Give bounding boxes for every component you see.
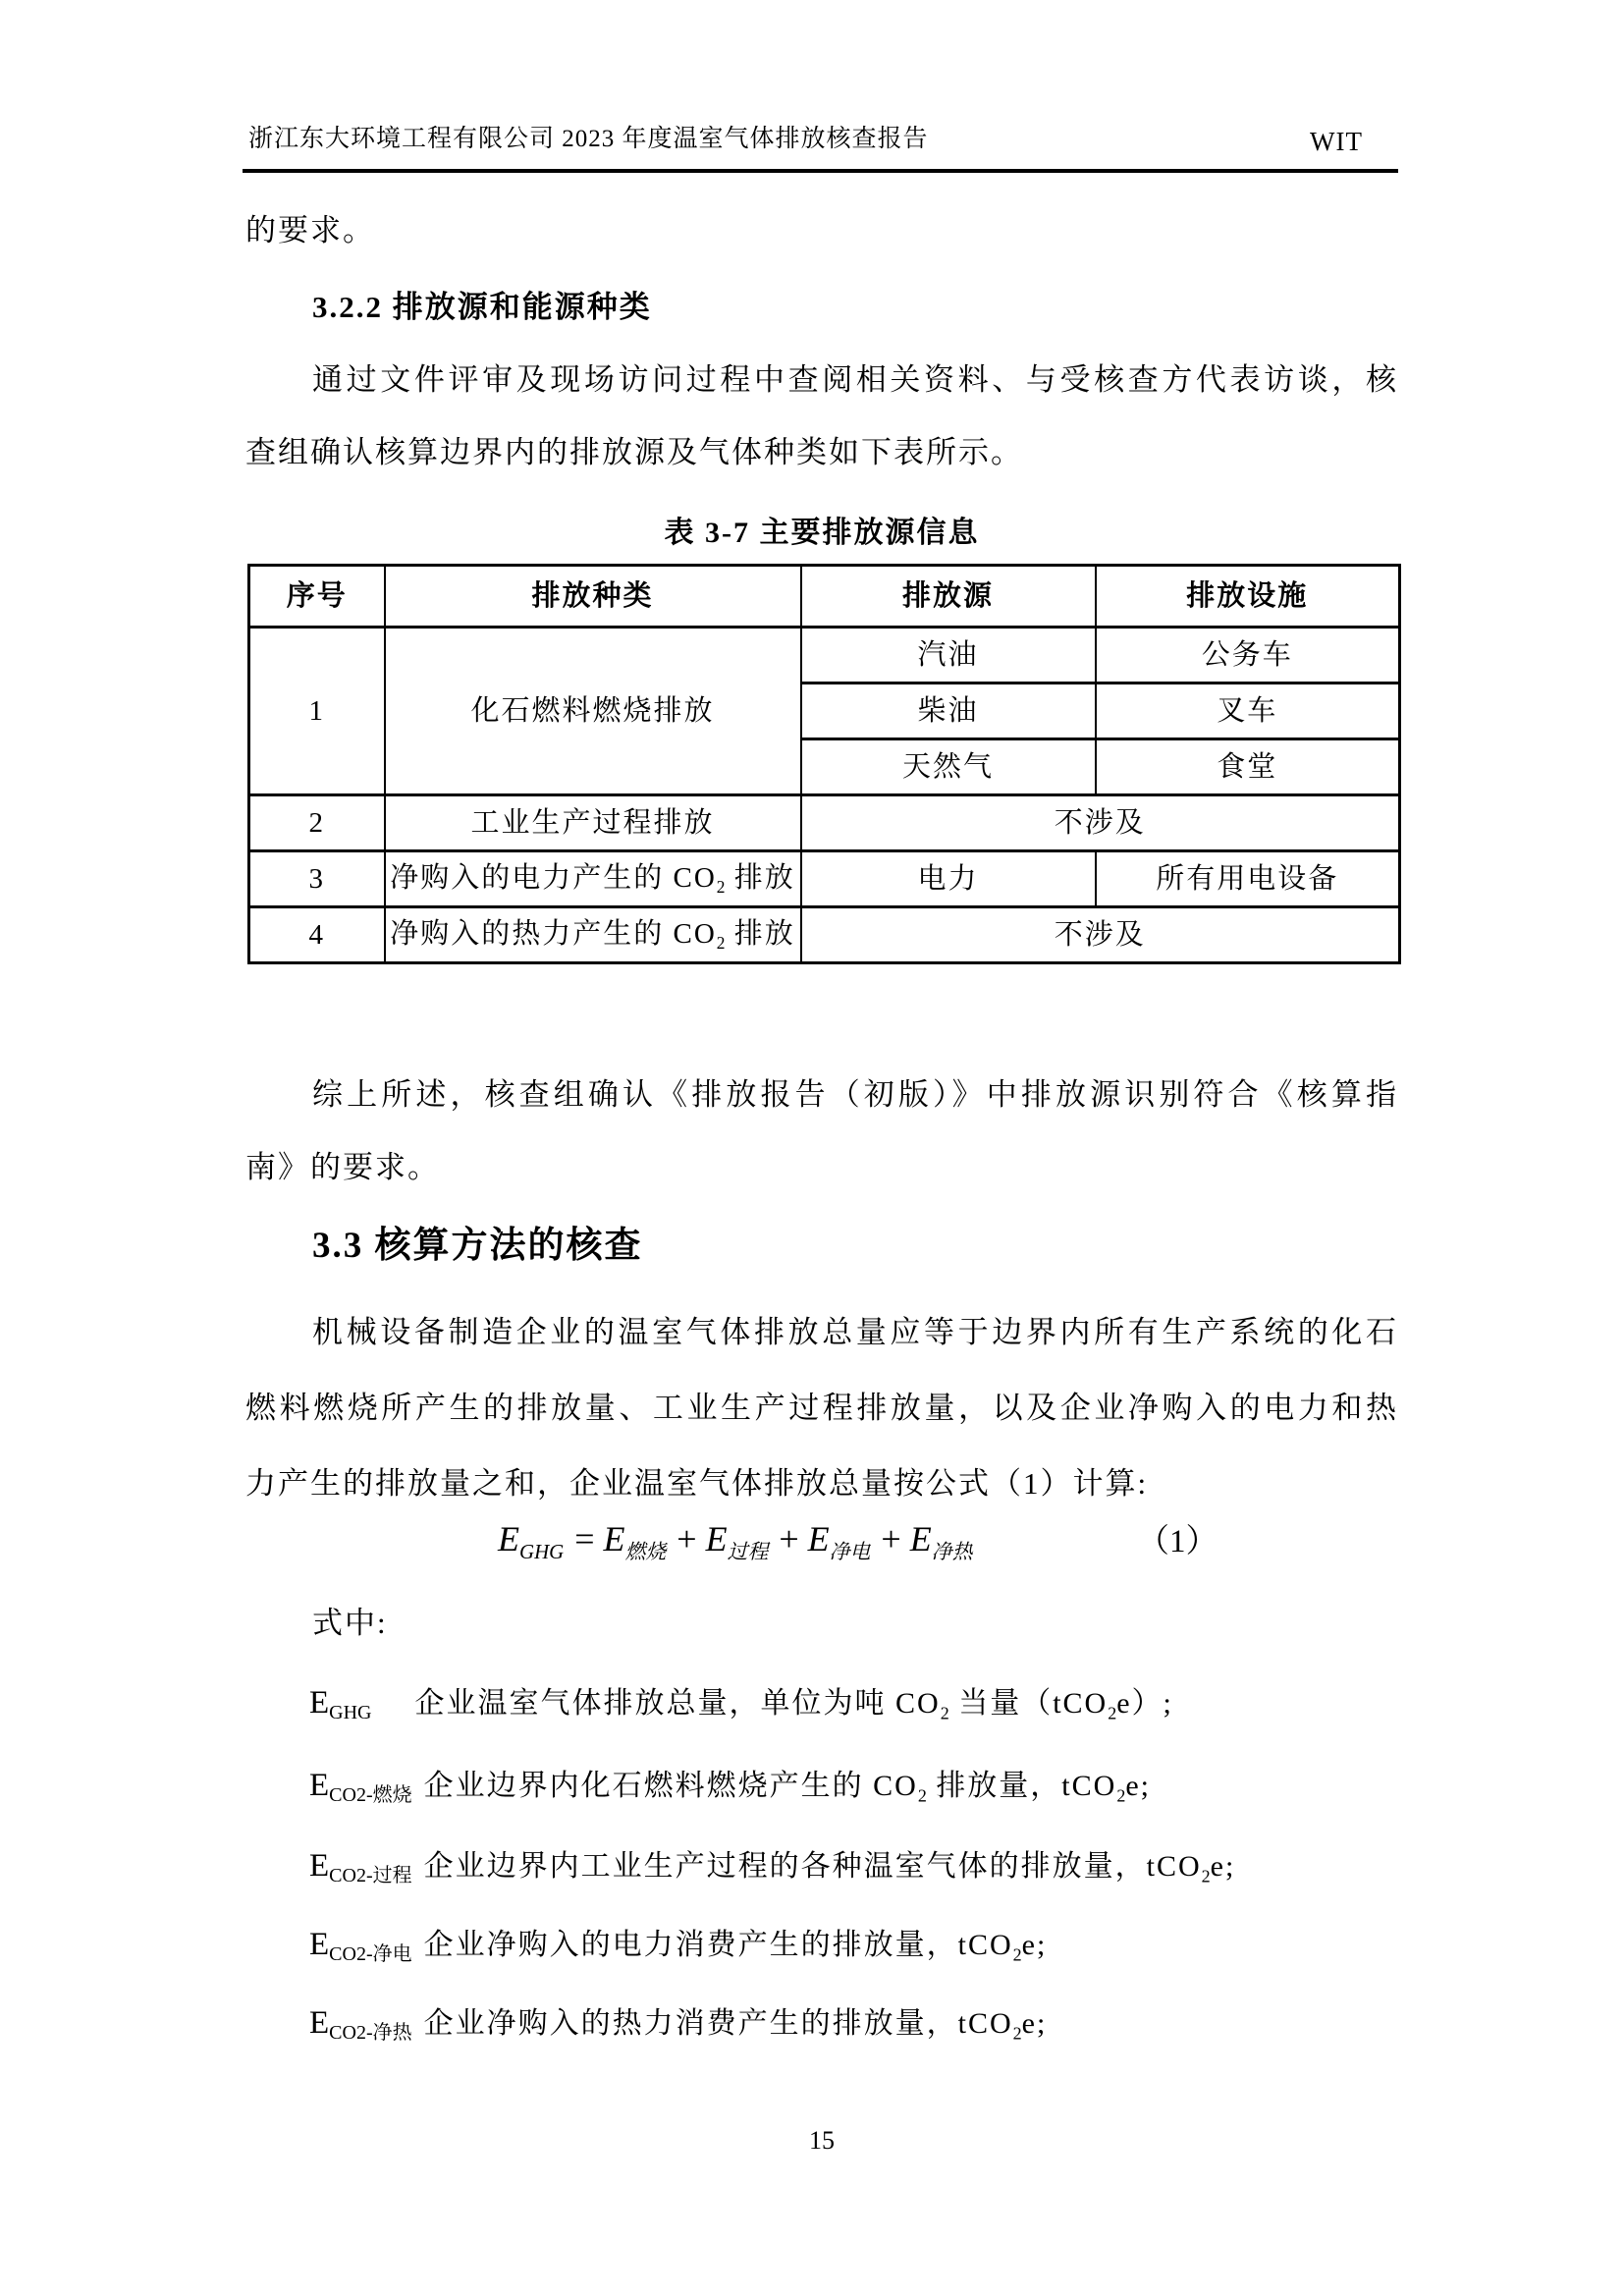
definition-term: $E_{CO2-净电}$	[309, 1927, 412, 1965]
section-heading-322: 3.2.2 排放源和能源种类	[312, 290, 652, 324]
table-caption: 表 3-7 主要排放源信息	[664, 517, 980, 549]
cell-facility-forklift: 叉车	[1096, 683, 1400, 739]
paragraph-322-line2: 查组确认核算边界内的排放源及气体种类如下表所示。	[245, 435, 1023, 469]
paragraph-33-line2: 燃料燃烧所产生的排放量、工业生产过程排放量，以及企业净购入的电力和热	[245, 1391, 1398, 1425]
conclusion-line2: 南》的要求。	[245, 1150, 440, 1184]
definition-eghg	[309, 1683, 1173, 1725]
cell-source-gasoline: 汽油	[801, 628, 1096, 683]
cell-kind-1: 化石燃料燃烧排放	[385, 628, 801, 795]
paragraph-33-line1: 机械设备制造企业的温室气体排放总量应等于边界内所有生产系统的化石	[312, 1315, 1398, 1349]
definition-term: $E_{CO2-燃烧}$	[309, 1768, 412, 1806]
paragraph-33-line3: 力产生的排放量之和，企业温室气体排放总量按公式（1）计算:	[245, 1466, 1149, 1501]
definition-eco2-process	[309, 1846, 1235, 1888]
cell-facility-electric-equipment: 所有用电设备	[1096, 851, 1400, 907]
definition-term: $E_{CO2-净热}$	[309, 2005, 412, 2044]
definition-eco2-combustion	[309, 1766, 1151, 1808]
cell-source-electricity: 电力	[801, 851, 1096, 907]
definition-term: $E_{GHG}$	[309, 1685, 372, 1723]
definition-desc: 企业边界内化石燃料燃烧产生的 $CO_2$ 排放量，tCO$_2$e;	[423, 1770, 1151, 1806]
paragraph-322-line1: 通过文件评审及现场访问过程中查阅相关资料、与受核查方代表访谈，核	[312, 362, 1398, 397]
table-row	[249, 795, 1400, 851]
conclusion-line1: 综上所述，核查组确认《排放报告（初版）》中排放源识别符合《核算指	[312, 1077, 1398, 1112]
definition-desc: 企业温室气体排放总量，单位为吨 $CO_2$ 当量（tCO$_2$e）;	[383, 1687, 1173, 1723]
cell-kind-3: 净购入的电力产生的 $CO_2$ 排放	[385, 851, 801, 907]
cell-no-1: 1	[249, 628, 385, 795]
cell-source-gas: 天然气	[801, 739, 1096, 795]
cell-kind-4: 净购入的热力产生的 $CO_2$ 排放	[385, 907, 801, 963]
definition-desc: 企业净购入的热力消费产生的排放量，tCO$_2$e;	[423, 2007, 1048, 2044]
page-number: 15	[809, 2126, 835, 2155]
section-heading-33: 3.3 核算方法的核查	[312, 1226, 643, 1266]
col-header-no: 序号	[249, 566, 385, 628]
table-row	[249, 851, 1400, 907]
col-header-kind: 排放种类	[385, 566, 801, 628]
cell-merged-4: 不涉及	[801, 907, 1400, 963]
definition-eco2-net-heat	[309, 2003, 1047, 2046]
table-row	[249, 628, 1400, 683]
cell-facility-car: 公务车	[1096, 628, 1400, 683]
cell-kind-2: 工业生产过程排放	[385, 795, 801, 851]
ghg-total-formula: $E_{GHG} = E_{燃烧} + E_{过程} + E_{净电} + E_{净热}$	[498, 1519, 973, 1563]
cell-no-4: 4	[249, 907, 385, 963]
paragraph-carryover: 的要求。	[245, 213, 375, 247]
formula-where-label: 式中:	[312, 1606, 388, 1640]
definition-term: $E_{CO2-过程}$	[309, 1848, 412, 1886]
page-header-title: 浙江东大环境工程有限公司 2023 年度温室气体排放核查报告	[248, 126, 929, 152]
formula-number: （1）	[1137, 1524, 1218, 1559]
table-row	[249, 907, 1400, 963]
definition-desc: 企业边界内工业生产过程的各种温室气体的排放量，tCO$_2$e;	[423, 1850, 1236, 1886]
col-header-source: 排放源	[801, 566, 1096, 628]
cell-merged-2: 不涉及	[801, 795, 1400, 851]
emission-source-table	[247, 564, 1401, 964]
cell-facility-canteen: 食堂	[1096, 739, 1400, 795]
table-header-row	[249, 566, 1400, 628]
cell-source-diesel: 柴油	[801, 683, 1096, 739]
header-rule	[243, 169, 1398, 173]
cell-no-3: 3	[249, 851, 385, 907]
cell-no-2: 2	[249, 795, 385, 851]
col-header-facility: 排放设施	[1096, 566, 1400, 628]
page-header-mark: WIT	[1310, 127, 1363, 156]
definition-eco2-net-electricity	[309, 1925, 1047, 1967]
definition-desc: 企业净购入的电力消费产生的排放量，tCO$_2$e;	[423, 1929, 1048, 1965]
